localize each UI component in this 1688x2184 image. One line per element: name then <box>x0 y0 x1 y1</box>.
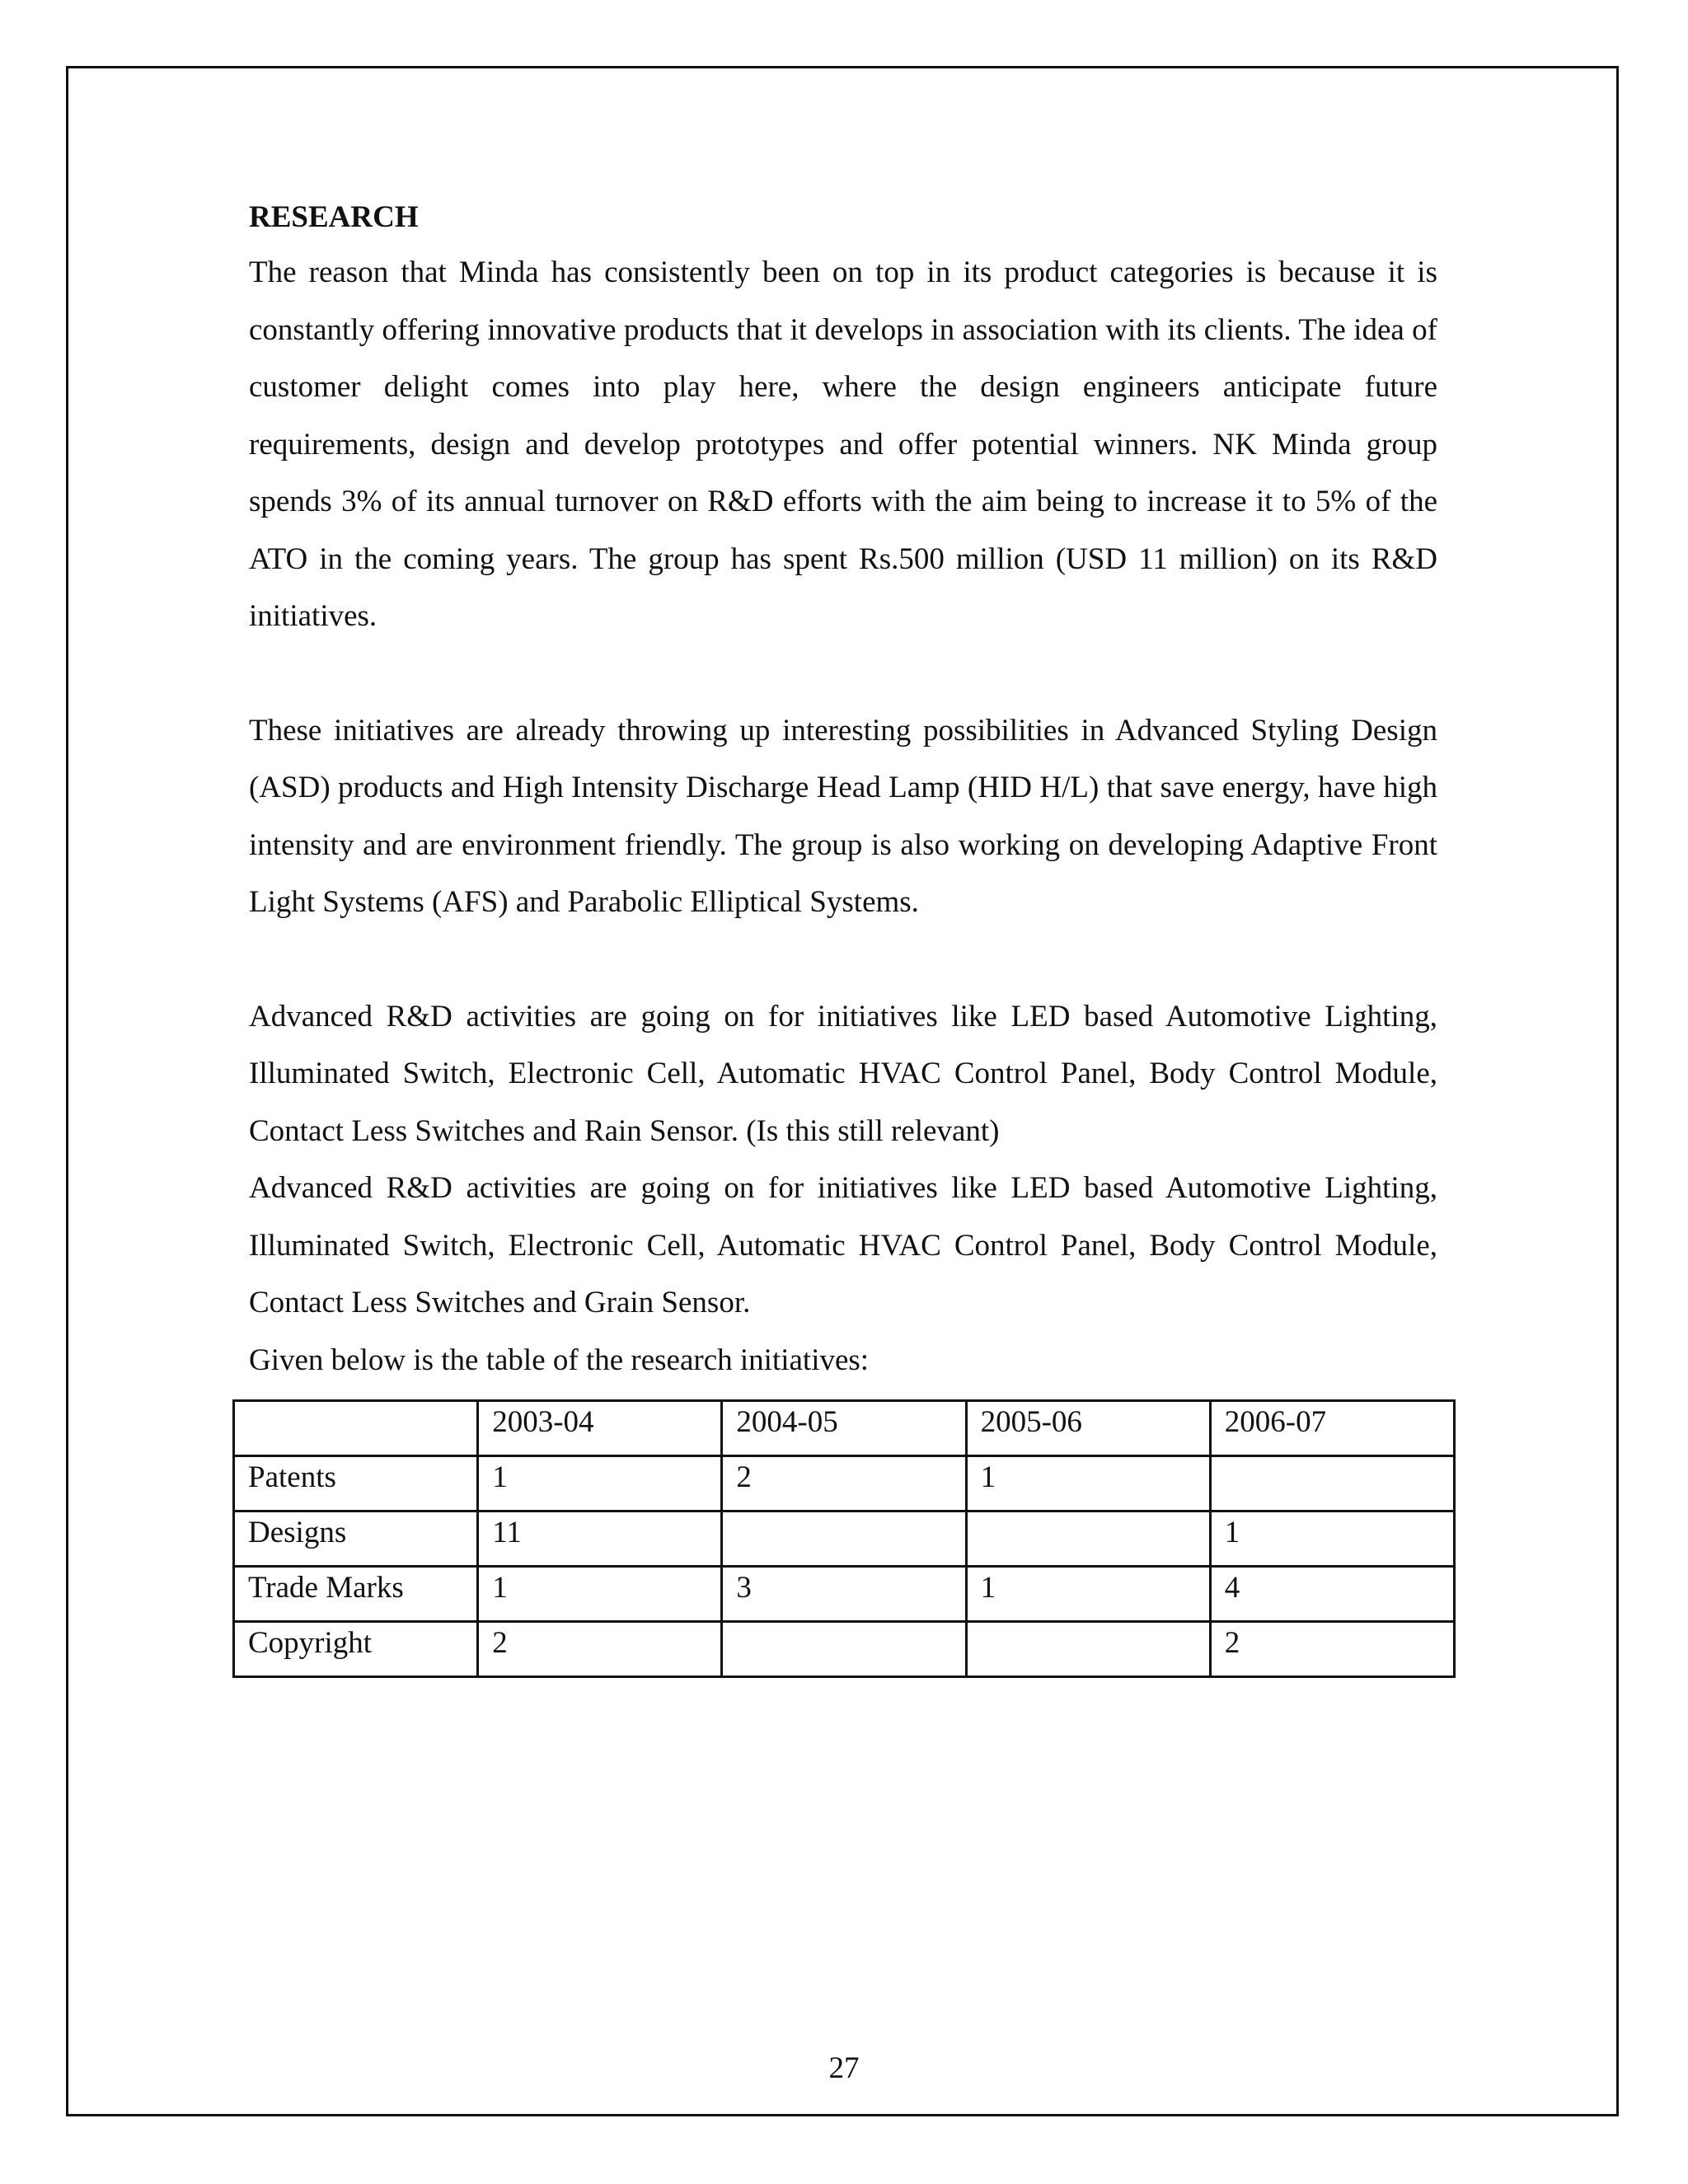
table-cell: 2 <box>478 1622 722 1677</box>
paragraph-advanced-rd-1: Advanced R&D activities are going on for initiatives like LED based Automotive Lighting, Illuminated Switch, Electronic Cell, Automatic HVAC Control Panel, Body Control Module, Contact Less Switches and Rain Sensor. (Is this still relevant) <box>249 999 1437 1148</box>
section-heading: RESEARCH <box>249 200 419 234</box>
table-header-cell: 2003-04 <box>478 1401 722 1456</box>
paragraph-initiatives: These initiatives are already throwing up interesting possibilities in Advanced Styling Design (ASD) products and High Intensity Discharge Head Lamp (HID H/L) that save energy, have high intensity and are environment friendly. The group is also working on developing Adaptive Front Light Systems (AFS) and Parabolic Elliptical Systems. <box>249 713 1437 919</box>
table-header-cell: 2006-07 <box>1210 1401 1454 1456</box>
paragraph-intro: The reason that Minda has consistently been on top in its product categories is because it is constantly offering innovative products that it develops in association with its clients. The idea of customer delight comes into play here, where the design engineers anticipate future requirements, design and develop prototypes and offer potential winners. NK Minda group spends 3% of its annual turnover on R&D efforts with the aim being to increase it to 5% of the ATO in the coming years. The group has spent Rs.500 million (USD 11 million) on its R&D initiatives. <box>249 255 1437 633</box>
table-cell: 1 <box>478 1567 722 1622</box>
table-cell: 3 <box>722 1567 966 1622</box>
paragraph-advanced-rd-2: Advanced R&D activities are going on for initiatives like LED based Automotive Lighting, Illuminated Switch, Electronic Cell, Automatic HVAC Control Panel, Body Control Module, Contact Less Switches and Grain Sensor. <box>249 1171 1437 1319</box>
paragraph-gap <box>249 931 1437 988</box>
table-row-label: Patents <box>234 1456 478 1511</box>
table-cell: 2 <box>722 1456 966 1511</box>
paragraph-table-intro: Given below is the table of the research initiatives: <box>249 1343 870 1377</box>
table-cell: 1 <box>966 1456 1210 1511</box>
table-cell: 4 <box>1210 1567 1454 1622</box>
table-cell <box>722 1622 966 1677</box>
table-header-cell: 2004-05 <box>722 1401 966 1456</box>
table-cell: 11 <box>478 1511 722 1567</box>
table-row <box>234 1511 1455 1567</box>
page-content <box>249 191 1437 1389</box>
page-number: 27 <box>828 2051 860 2085</box>
table-cell <box>1210 1456 1454 1511</box>
table-cell <box>966 1511 1210 1567</box>
table-cell <box>722 1511 966 1567</box>
table-row <box>234 1622 1455 1677</box>
table-cell <box>966 1622 1210 1677</box>
table-cell: 1 <box>478 1456 722 1511</box>
table-header-row <box>234 1401 1455 1456</box>
table-row-label: Copyright <box>234 1622 478 1677</box>
table-header-cell: 2005-06 <box>966 1401 1210 1456</box>
table-header-cell <box>234 1401 478 1456</box>
table-cell: 2 <box>1210 1622 1454 1677</box>
table-cell: 1 <box>1210 1511 1454 1567</box>
table-row <box>234 1456 1455 1511</box>
table-row <box>234 1567 1455 1622</box>
table-row-label: Designs <box>234 1511 478 1567</box>
table-cell: 1 <box>966 1567 1210 1622</box>
research-table-container <box>232 1399 1456 1678</box>
research-initiatives-table <box>232 1399 1456 1678</box>
paragraph-gap <box>249 645 1437 702</box>
table-row-label: Trade Marks <box>234 1567 478 1622</box>
